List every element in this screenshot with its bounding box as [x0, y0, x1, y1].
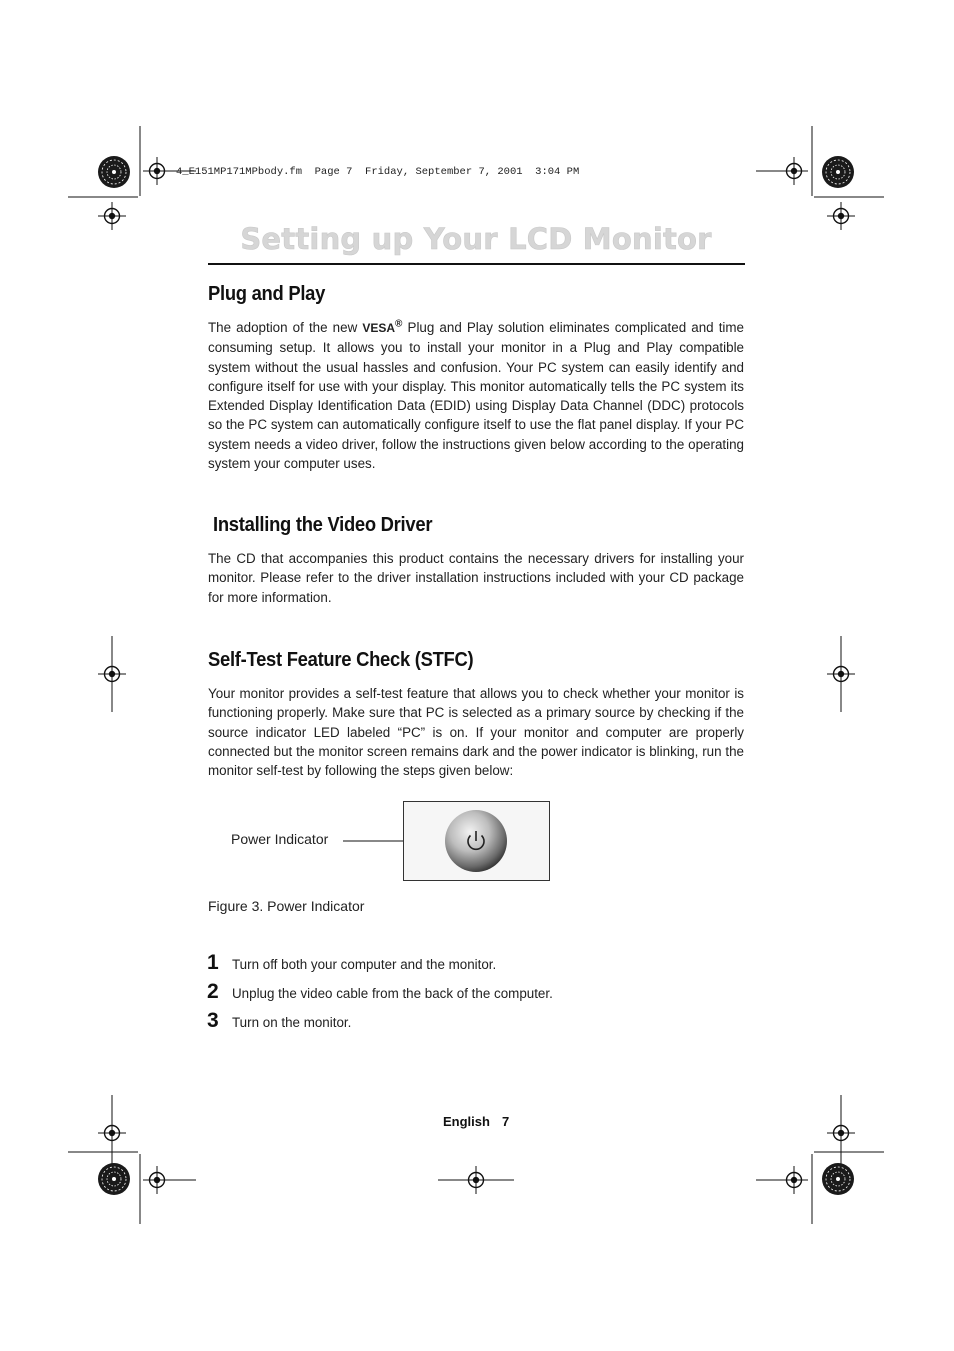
step-number: 3	[207, 1009, 219, 1032]
footer-language: English	[443, 1114, 490, 1129]
figure-label: Power Indicator	[231, 831, 329, 847]
step-text: Turn on the monitor.	[232, 1015, 352, 1030]
section-heading-video-driver: Installing the Video Driver	[213, 514, 433, 536]
step-text: Turn off both your computer and the monitor.	[232, 957, 497, 972]
registered-mark: ®	[395, 318, 403, 330]
stfc-paragraph: Your monitor provides a self-test feature that allows you to check whether your monitor is functioning properly. Make sure that PC is selected as a primary source by checking if the source indicator LED labeled “PC” is on. If your monitor and computer are properly connected but the monitor screen remains dark and the power indicator is blinking, run the monitor self-test by following the steps given below:	[208, 686, 744, 779]
power-icon	[404, 802, 549, 880]
figure-caption: Figure 3. Power Indicator	[208, 898, 365, 914]
file-header-line: 4_E151MP171MPbody.fm Page 7 Friday, September 7, 2001 3:04 PM	[176, 166, 580, 178]
vesa-brand: VESA	[362, 321, 396, 335]
plug-and-play-text-start: The adoption of the new	[208, 320, 363, 335]
step-number: 2	[207, 980, 219, 1003]
power-indicator-figure	[403, 801, 550, 881]
section-heading-stfc: Self-Test Feature Check (STFC)	[208, 649, 474, 671]
plug-and-play-paragraph	[208, 318, 744, 473]
page-number: 7	[502, 1114, 510, 1129]
plug-and-play-text-rest: Plug and Play solution eliminates complicated and time consuming setup. It allows you to install your monitor in a Plug and Play compatible system without the usual hassles and confusion. Your PC system can easily identify and configure itself for use with your display. This monitor automatically tells the PC system its Extended Display Identification Data (EDID) using Display Data Channel (DDC) protocols so the PC system can automatically configure itself to use the flat panel display. If your PC system needs a video driver, follow the instructions given below according to the operating system your computer uses.	[208, 320, 744, 472]
step-number: 1	[207, 951, 219, 974]
page-title: Setting up Your LCD Monitor	[240, 222, 712, 256]
title-rule	[208, 263, 745, 265]
section-heading-plug-and-play: Plug and Play	[208, 283, 326, 305]
step-text: Unplug the video cable from the back of the computer.	[232, 986, 553, 1001]
video-driver-paragraph: The CD that accompanies this product contains the necessary drivers for installing your monitor. Please refer to the driver installation instructions included with your CD package for more information.	[208, 551, 744, 605]
